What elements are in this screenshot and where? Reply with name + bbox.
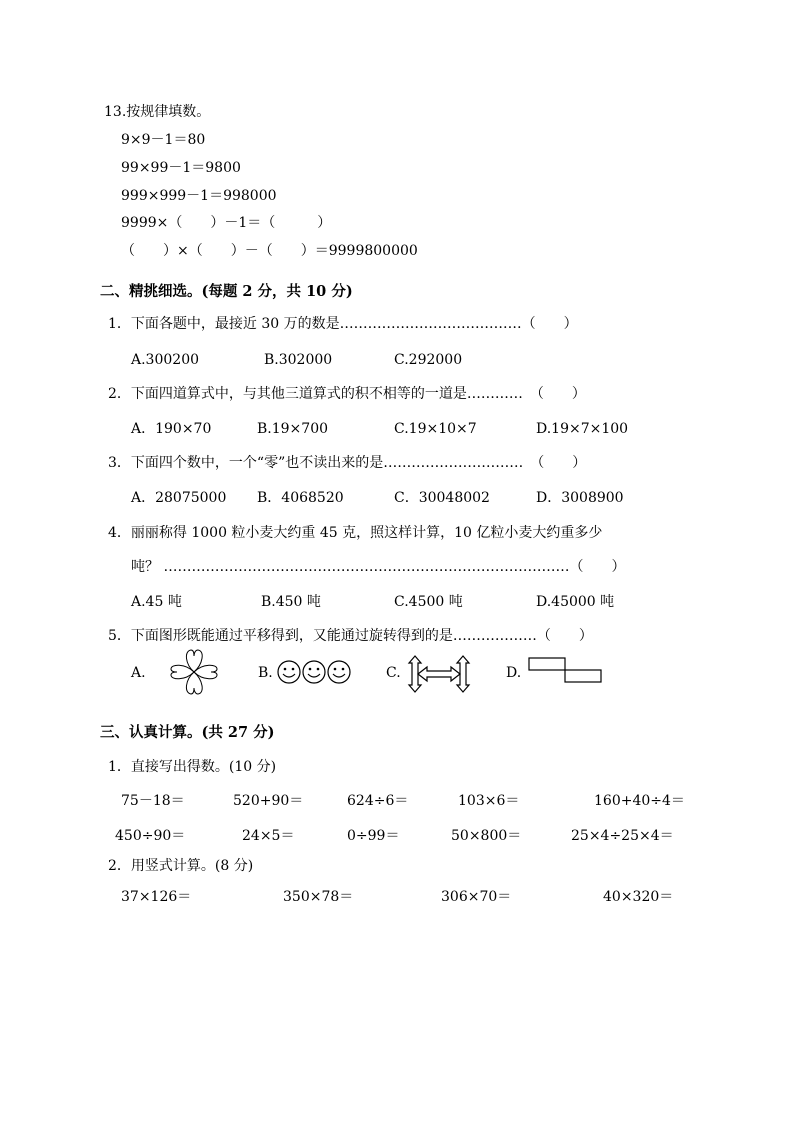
- s2-q3-stem: 3．下面四个数中，一个“零”也不读出来的是………………………… （ ）: [108, 455, 587, 471]
- calc-r1-1: 75－18＝: [121, 793, 185, 809]
- arrows-figure: [405, 654, 473, 694]
- calc-r2-4: 50×800＝: [451, 828, 522, 844]
- s2-q2-option-d: D.19×7×100: [536, 421, 629, 437]
- s2-q5-option-c: C.: [386, 665, 401, 681]
- s2-q1-option-a: A.300200: [131, 352, 200, 368]
- s2-q4-option-b: B.450 吨: [261, 594, 321, 610]
- s2-q1-option-b: B.302000: [264, 352, 333, 368]
- clover-figure: [165, 648, 223, 696]
- calc-r2-3: 0÷99＝: [347, 828, 400, 844]
- s2-q4-option-d: D.45000 吨: [536, 594, 615, 610]
- s2-q4-option-c: C.4500 吨: [394, 594, 463, 610]
- s2-q5-option-b: B.: [258, 665, 273, 681]
- calc-r2-5: 25×4÷25×4＝: [571, 828, 674, 844]
- calc-r1-2: 520+90＝: [233, 793, 304, 809]
- calc-r3-3: 306×70＝: [441, 889, 512, 905]
- calc-r1-5: 160+40÷4＝: [594, 793, 685, 809]
- s2-q5-option-d: D.: [506, 665, 522, 681]
- q13-line-1: 9×9－1＝80: [121, 132, 206, 148]
- s2-q2-option-b: B.19×700: [257, 421, 329, 437]
- s3-sub2-title: 2．用竖式计算。(8 分): [108, 858, 254, 874]
- q13-line-4: 9999×（ ）－1＝（ ）: [121, 215, 332, 231]
- calc-r3-1: 37×126＝: [121, 889, 192, 905]
- calc-r1-3: 624÷6＝: [347, 793, 409, 809]
- s2-q2-option-a: A．190×70: [131, 421, 212, 437]
- s2-q1-option-c: C.292000: [394, 352, 463, 368]
- rectangles-figure: [526, 654, 604, 686]
- s2-q4-stem: 4．丽丽称得 1000 粒小麦大约重 45 克，照这样计算，10 亿粒小麦大约重多少: [108, 525, 603, 541]
- s2-q5-stem: 5．下面图形既能通过平移得到，又能通过旋转得到的是………………（ ）: [108, 628, 593, 644]
- s2-q2-option-c: C.19×10×7: [394, 421, 477, 437]
- smiley-faces-figure: [276, 659, 352, 685]
- section2-heading: 二、精挑细选。(每题 2 分，共 10 分): [100, 283, 353, 300]
- s3-sub1-title: 1．直接写出得数。(10 分): [108, 759, 277, 775]
- s2-q3-option-c: C．30048002: [394, 490, 490, 506]
- q13-line-2: 99×99－1＝9800: [121, 160, 241, 176]
- s2-q3-option-d: D．3008900: [536, 490, 624, 506]
- s2-q1-stem: 1．下面各题中，最接近 30 万的数是…………………………………（ ）: [108, 316, 578, 332]
- calc-r3-4: 40×320＝: [603, 889, 674, 905]
- s2-q2-stem: 2．下面四道算式中，与其他三道算式的积不相等的一道是………… （ ）: [108, 386, 586, 402]
- calc-r2-1: 450÷90＝: [115, 828, 186, 844]
- calc-r2-2: 24×5＝: [242, 828, 295, 844]
- section3-heading: 三、认真计算。(共 27 分): [100, 724, 275, 741]
- s2-q3-option-b: B．4068520: [257, 490, 344, 506]
- calc-r3-2: 350×78＝: [283, 889, 354, 905]
- s2-q4-stem-cont: 吨？ ……………………………………………………………………………（ ）: [131, 559, 626, 575]
- calc-r1-4: 103×6＝: [458, 793, 520, 809]
- s2-q5-option-a: A.: [131, 665, 146, 681]
- s2-q3-option-a: A．28075000: [131, 490, 227, 506]
- q13-line-3: 999×999－1＝998000: [121, 188, 277, 204]
- q13-title: 13.按规律填数。: [104, 104, 211, 120]
- s2-q4-option-a: A.45 吨: [131, 594, 182, 610]
- q13-line-5: （ ）×（ ）－（ ）＝9999800000: [121, 243, 418, 259]
